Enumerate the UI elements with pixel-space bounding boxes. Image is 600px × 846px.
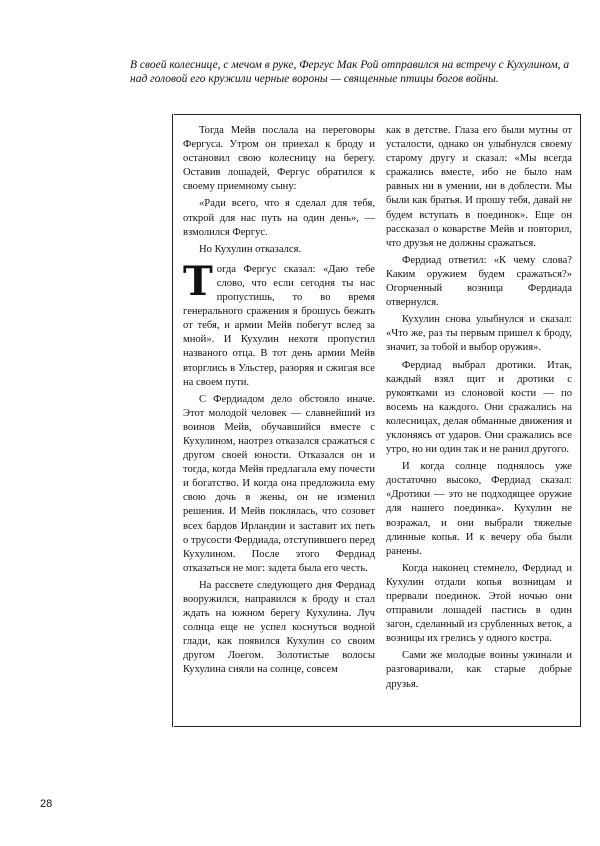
paragraph: Когда наконец стемнело, Фердиад и Кухулин отдали копья возницам и прервали поединок. Этой ночью они отправили лошадей пастись в один загон, сделанный из срубленных веток, а возницы их грелись у одного костра.: [386, 562, 572, 645]
paragraph: На рассвете следующего дня Фердиад вооружился, направился к броду и стал ждать на южном берегу Кухулина. Луч солнца еще не успел коснуться водной глади, как появился Кухулин со своим другом Лоегом. Золотистые волосы Кухулина сияли на солнце, совсем: [183, 579, 375, 676]
caption-text: В своей колеснице, с мечом в руке, Фергус Мак Рой отправился на встречу с Кухулином, а над головой его кружили черные вороны — священные птицы богов войны.: [130, 59, 570, 85]
paragraph: Тогда Мейв послала на переговоры Фергуса. Утром он приехал к броду и остановил свою колесницу на берегу. Оставив лошадей, Фергус обратился к своему приемному сыну:: [183, 125, 375, 193]
page-number: 28: [40, 798, 53, 810]
paragraph: С Фердиадом дело обстояло иначе. Этот молодой человек — славнейший из воинов Мейв, обучавшийся вместе с Кухулином, наотрез отказался сражаться с другом своей юности. Отказался он и тогда, когда Мейв предлагала ему почести и богатство. И когда она предложила ему свою дочь в жены, он не изменил решения. И Мейв поклялась, что созовет всех бардов Ирландии и заставит их петь о трусости Фердиада, отступившего перед Кухулином. После этого Фердиад отказаться не мог: задета была его честь.: [183, 393, 375, 574]
illustration-caption: [130, 58, 580, 86]
paragraph: Но Кухулин отказался.: [199, 243, 302, 255]
paragraph: как в детстве. Глаза его были мутны от усталости, однако он улыбнулся своему старому другу и сказал: «Мы всегда сражались вместе, ибо не было нам равных ни в умении, ни в доблести. Мы были как братья. И прошу тебя, давай не будем вступать в поединок». Еще он рассказал о коварстве Мейв и повторил, что друзья не должны сражаться.: [386, 125, 572, 249]
left-column: [183, 124, 375, 681]
paragraph: И когда солнце поднялось уже достаточно высоко, Фердиад сказал: «Дротики — это не подходящее оружие для нашего поединка». Кухулин не возражал, и они выбрали тяжелые длинные копья. И к вечеру оба были ранены.: [386, 461, 572, 557]
text-frame-left-rule: [172, 114, 173, 727]
paragraph: Кухулин снова улыбнулся и сказал: «Что же, раз ты первым пришел к броду, значит, за тобой и выбор оружия».: [386, 314, 572, 354]
drop-cap-paragraph-text: огда Фергус сказал: «Даю тебе слово, что если сегодня ты нас пропустишь, то во время генерального сражения я брошусь бежать от тебя, и армии Мейв побегут вслед за мной». И Кухулин нехотя пропустил названого отца. В тот день армии Мейв вторглись в Ульстер, разоряя и сжигая все на своем пути.: [183, 263, 375, 388]
drop-cap-letter: Т: [183, 257, 213, 305]
paragraph: «Ради всего, что я сделал для тебя, открой для нас путь на один день», — взмолился Фергус.: [183, 198, 375, 238]
paragraph: Фердиад ответил: «К чему слова? Каким оружием будем сражаться?» Огорченный возница Фердиада отвернулся.: [386, 254, 572, 309]
right-column: [386, 124, 572, 695]
paragraph: Фердиад выбрал дротики. Итак, каждый взял щит и дротики с рукоятками из слоновой кости — по восемь на каждого. Они сражались на колесницах, делая обманные движения и уклоняясь от ударов. Они сражались все утро, но ни один так и не ранил другого.: [386, 359, 572, 456]
drop-cap-paragraph: [183, 257, 375, 390]
paragraph: Сами же молодые воины ужинали и разговаривали, как старые добрые друзья.: [386, 650, 572, 690]
